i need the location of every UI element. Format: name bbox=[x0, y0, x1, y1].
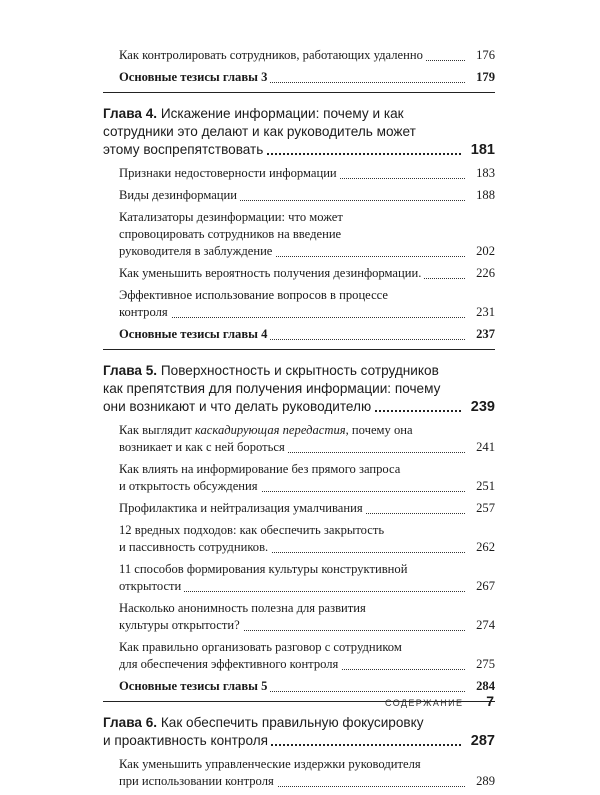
page-number: 241 bbox=[476, 440, 495, 454]
entry-title-line: Катализаторы дезинформации: что может bbox=[119, 210, 343, 224]
entry-title-line: Как уменьшить управленческие издержки руководителя bbox=[119, 757, 421, 771]
chapter-title-line: и проактивность контроля bbox=[103, 733, 271, 748]
entry-title-line: Насколько анонимность полезна для развития bbox=[119, 601, 366, 615]
page-number: 239 bbox=[470, 399, 495, 415]
toc-entry[interactable] bbox=[103, 756, 495, 790]
page-number: 267 bbox=[476, 579, 495, 593]
entry-title-line: Эффективное использование вопросов в процессе bbox=[119, 288, 389, 302]
entry-title-line: открытости bbox=[119, 579, 184, 593]
entry-title-line: руководителя в заблуждение bbox=[119, 244, 275, 258]
toc-entry[interactable] bbox=[103, 639, 495, 673]
entry-title-line: 12 вредных подходов: как обеспечить закрытость bbox=[119, 523, 385, 537]
chapter-title-line: как препятствия для получения информации: почему bbox=[103, 381, 441, 396]
entry-title: Основные тезисы главы 5 bbox=[119, 679, 270, 693]
toc-entry[interactable] bbox=[103, 187, 495, 204]
toc-entry[interactable] bbox=[103, 522, 495, 556]
entry-title: Основные тезисы главы 3 bbox=[119, 70, 270, 84]
entry-title-line: и пассивность сотрудников. bbox=[119, 540, 271, 554]
chapter-heading-6[interactable] bbox=[103, 714, 495, 750]
page-number: 237 bbox=[476, 327, 495, 341]
entry-title-part: , почему она bbox=[345, 423, 413, 437]
section-divider bbox=[103, 349, 495, 350]
chapter-title-line: они возникают и что делать руководителю bbox=[103, 399, 374, 414]
page-number: 202 bbox=[476, 244, 495, 258]
entry-title: Как уменьшить вероятность получения дезинформации. bbox=[119, 266, 424, 280]
chapter-title-line: Поверхностность и скрытность сотрудников bbox=[160, 363, 439, 378]
page-number: 179 bbox=[476, 70, 495, 84]
entry-title-line: Как правильно организовать разговор с сотрудником bbox=[119, 640, 402, 654]
page-number: 262 bbox=[476, 540, 495, 554]
entry-title: Виды дезинформации bbox=[119, 188, 240, 202]
entry-title-line: при использовании контроля bbox=[119, 774, 277, 788]
toc-entry[interactable] bbox=[103, 265, 495, 282]
entry-title: Как контролировать сотрудников, работающих удаленно bbox=[119, 48, 426, 62]
entry-title-line bbox=[119, 422, 465, 439]
entry-title-line: для обеспечения эффективного контроля bbox=[119, 657, 341, 671]
page-number: 289 bbox=[476, 774, 495, 788]
entry-title-line: 11 способов формирования культуры конструктивной bbox=[119, 562, 408, 576]
chapter-heading-4[interactable] bbox=[103, 105, 495, 159]
toc-entry-summary[interactable] bbox=[103, 326, 495, 343]
chapter-title-line: Искажение информации: почему и как bbox=[160, 106, 404, 121]
page-number: 183 bbox=[476, 166, 495, 180]
toc-entry[interactable] bbox=[103, 422, 495, 456]
page-number: 188 bbox=[476, 188, 495, 202]
chapter-label: Глава 4. bbox=[103, 106, 158, 121]
page-number: 226 bbox=[476, 266, 495, 280]
chapter-heading-5[interactable] bbox=[103, 362, 495, 416]
page-number: 287 bbox=[470, 733, 495, 749]
table-of-contents bbox=[103, 47, 495, 795]
entry-title: Профилактика и нейтрализация умалчивания bbox=[119, 501, 366, 515]
folio-page-number: 7 bbox=[486, 693, 494, 709]
page-number: 231 bbox=[476, 305, 495, 319]
page-number: 275 bbox=[476, 657, 495, 671]
toc-entry[interactable] bbox=[103, 287, 495, 321]
page-number: 176 bbox=[476, 48, 495, 62]
toc-entry[interactable] bbox=[103, 600, 495, 634]
chapter-title-line: сотрудники это делают и как руководитель может bbox=[103, 124, 416, 139]
entry-title-line: культуры открытости? bbox=[119, 618, 243, 632]
chapter-label: Глава 5. bbox=[103, 363, 158, 378]
page-number: 181 bbox=[470, 142, 495, 158]
page-footer bbox=[385, 693, 495, 713]
entry-title: Признаки недостоверности информации bbox=[119, 166, 340, 180]
entry-title-line: возникает и как с ней бороться bbox=[119, 440, 288, 454]
running-footer-label: СОДЕРЖАНИЕ bbox=[385, 698, 464, 708]
toc-entry-summary[interactable] bbox=[103, 69, 495, 86]
entry-title-line: и открытость обсуждения bbox=[119, 479, 261, 493]
toc-entry[interactable] bbox=[103, 209, 495, 260]
toc-entry[interactable] bbox=[103, 461, 495, 495]
entry-title-part: Как выглядит bbox=[119, 423, 195, 437]
page-number: 257 bbox=[476, 501, 495, 515]
chapter-title-line: Как обеспечить правильную фокусировку bbox=[160, 715, 424, 730]
page-number: 284 bbox=[476, 679, 495, 693]
chapter-label: Глава 6. bbox=[103, 715, 158, 730]
page-number: 274 bbox=[476, 618, 495, 632]
page-number: 251 bbox=[476, 479, 495, 493]
toc-entry[interactable] bbox=[103, 561, 495, 595]
entry-title: Основные тезисы главы 4 bbox=[119, 327, 270, 341]
entry-title-italic: каскадирующая передастия bbox=[194, 423, 346, 437]
entry-title-line: Как влиять на информирование без прямого запроса bbox=[119, 462, 401, 476]
entry-title-line: спровоцировать сотрудников на введение bbox=[119, 227, 342, 241]
toc-entry[interactable] bbox=[103, 47, 495, 64]
toc-entry[interactable] bbox=[103, 500, 495, 517]
toc-entry[interactable] bbox=[103, 165, 495, 182]
entry-title-line: контроля bbox=[119, 305, 171, 319]
chapter-title-line: этому воспрепятствовать bbox=[103, 142, 266, 157]
section-divider bbox=[103, 92, 495, 93]
